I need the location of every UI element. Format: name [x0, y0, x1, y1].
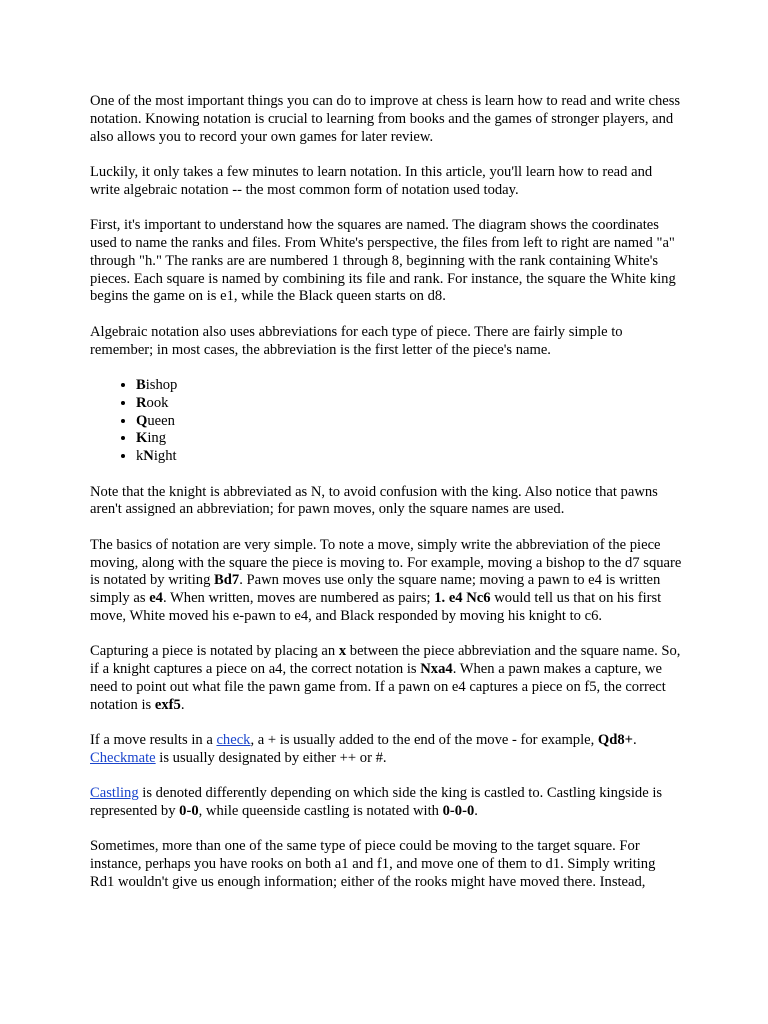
text-run: .: [180, 696, 185, 713]
square-naming-paragraph: First, it's important to understand how the squares are named. The diagram shows the coordinates used to name the ranks and files. From White's perspective, the files from left to right are named "a" through "h." The ranks are are numbered 1 through 8, beginning with the rank containing White's pieces. Each square is named by combining its file and rank. For instance, the square the White king begins the game on is e1, while the Black queen starts on d8.: [90, 217, 676, 305]
text-run: between the piece abbreviation and the square name. So, if a knight captures a piece on a4, the correct notation is: [90, 643, 681, 678]
check-paragraph: [90, 732, 682, 768]
bold-notation: 0-0-0: [442, 803, 475, 820]
text-run: , while queenside castling is notated with: [198, 803, 443, 820]
text-run: If a move results in a: [90, 732, 217, 749]
list-item-queen: [136, 413, 682, 431]
piece-name-rest: ing: [147, 430, 167, 447]
disambiguation-paragraph: Sometimes, more than one of the same type of piece could be moving to the target square. For instance, perhaps you have rooks on both a1 and f1, and move one of them to d1. Simply writing Rd1 wouldn't give us enough information; either of the rooks might have moved there. Instead,: [90, 838, 656, 891]
text-run: .: [633, 732, 637, 749]
text-run: . When written, moves are numbered as pairs;: [162, 590, 435, 607]
text-run: , a + is usually added to the end of the move - for example,: [250, 732, 598, 749]
intro-paragraph: One of the most important things you can do to improve at chess is learn how to read and write chess notation. Knowing notation is crucial to learning from books and the games of stronger players, and also allows you to record your own games for later review.: [90, 93, 681, 145]
check-link[interactable]: check: [216, 732, 251, 749]
piece-name-rest: ishop: [145, 376, 178, 393]
piece-name-rest: ight: [153, 448, 177, 465]
basics-paragraph: [90, 537, 682, 626]
bold-notation: Nxa4: [420, 661, 453, 678]
text-run: .: [474, 803, 478, 820]
piece-abbreviation-list: [90, 377, 682, 466]
abbrev-letter: Q: [136, 412, 148, 429]
text-run: . When a pawn makes a capture, we need to point out what file the pawn game from. If a pawn on e4 captures a piece on f5, the correct notation is: [90, 661, 666, 713]
abbrev-letter: R: [136, 394, 147, 411]
bold-notation: Bd7: [214, 572, 240, 589]
bold-notation: exf5: [154, 696, 181, 713]
text-run: would tell us that on his first move, White moved his e-pawn to e4, and Black responded by moving his knight to c6.: [90, 590, 662, 624]
capturing-paragraph: [90, 643, 682, 714]
document-page: [90, 93, 682, 909]
abbrev-letter: K: [136, 430, 148, 447]
list-item-king: [136, 430, 682, 448]
bold-notation: 0-0: [179, 803, 199, 820]
bold-notation: e4: [149, 590, 163, 607]
list-item-rook: [136, 395, 682, 413]
text-run: is usually designated by either ++ or #.: [155, 749, 387, 766]
bold-notation: Qd8+: [597, 732, 634, 749]
text-run: . Pawn moves use only the square name; moving a pawn to e4 is written simply as: [90, 572, 661, 607]
bold-notation: x: [338, 643, 347, 660]
abbrev-letter: N: [143, 448, 154, 465]
knight-note-paragraph: Note that the knight is abbreviated as N, to avoid confusion with the king. Also notice that pawns aren't assigned an abbreviation; for pawn moves, only the square names are used.: [90, 483, 658, 518]
castling-link[interactable]: Castling: [90, 785, 139, 802]
checkmate-link[interactable]: Checkmate: [90, 749, 156, 766]
piece-name-rest: ook: [146, 394, 169, 411]
text-run: is denoted differently depending on which side the king is castled to. Castling kingside is represented by: [90, 785, 663, 820]
castling-paragraph: [90, 785, 682, 821]
abbreviations-paragraph: Algebraic notation also uses abbreviations for each type of piece. There are fairly simple to remember; in most cases, the abbreviation is the first letter of the piece's name.: [90, 323, 623, 358]
text-run: The basics of notation are very simple. To note a move, simply write the abbreviation of the piece moving, along with the square the piece is moving to. For example, moving a bishop to the d7 square is notated by writing: [90, 536, 682, 589]
abbrev-letter: B: [136, 376, 146, 393]
text-run: Capturing a piece is notated by placing an: [90, 643, 339, 660]
bold-notation: 1. e4 Nc6: [434, 590, 491, 607]
list-item-bishop: [136, 377, 682, 395]
list-item-knight: [136, 448, 682, 466]
piece-name-prefix: k: [136, 448, 144, 465]
piece-name-rest: ueen: [147, 412, 175, 429]
learn-notation-paragraph: Luckily, it only takes a few minutes to learn notation. In this article, you'll learn how to read and write algebraic notation -- the most common form of notation used today.: [90, 163, 653, 198]
